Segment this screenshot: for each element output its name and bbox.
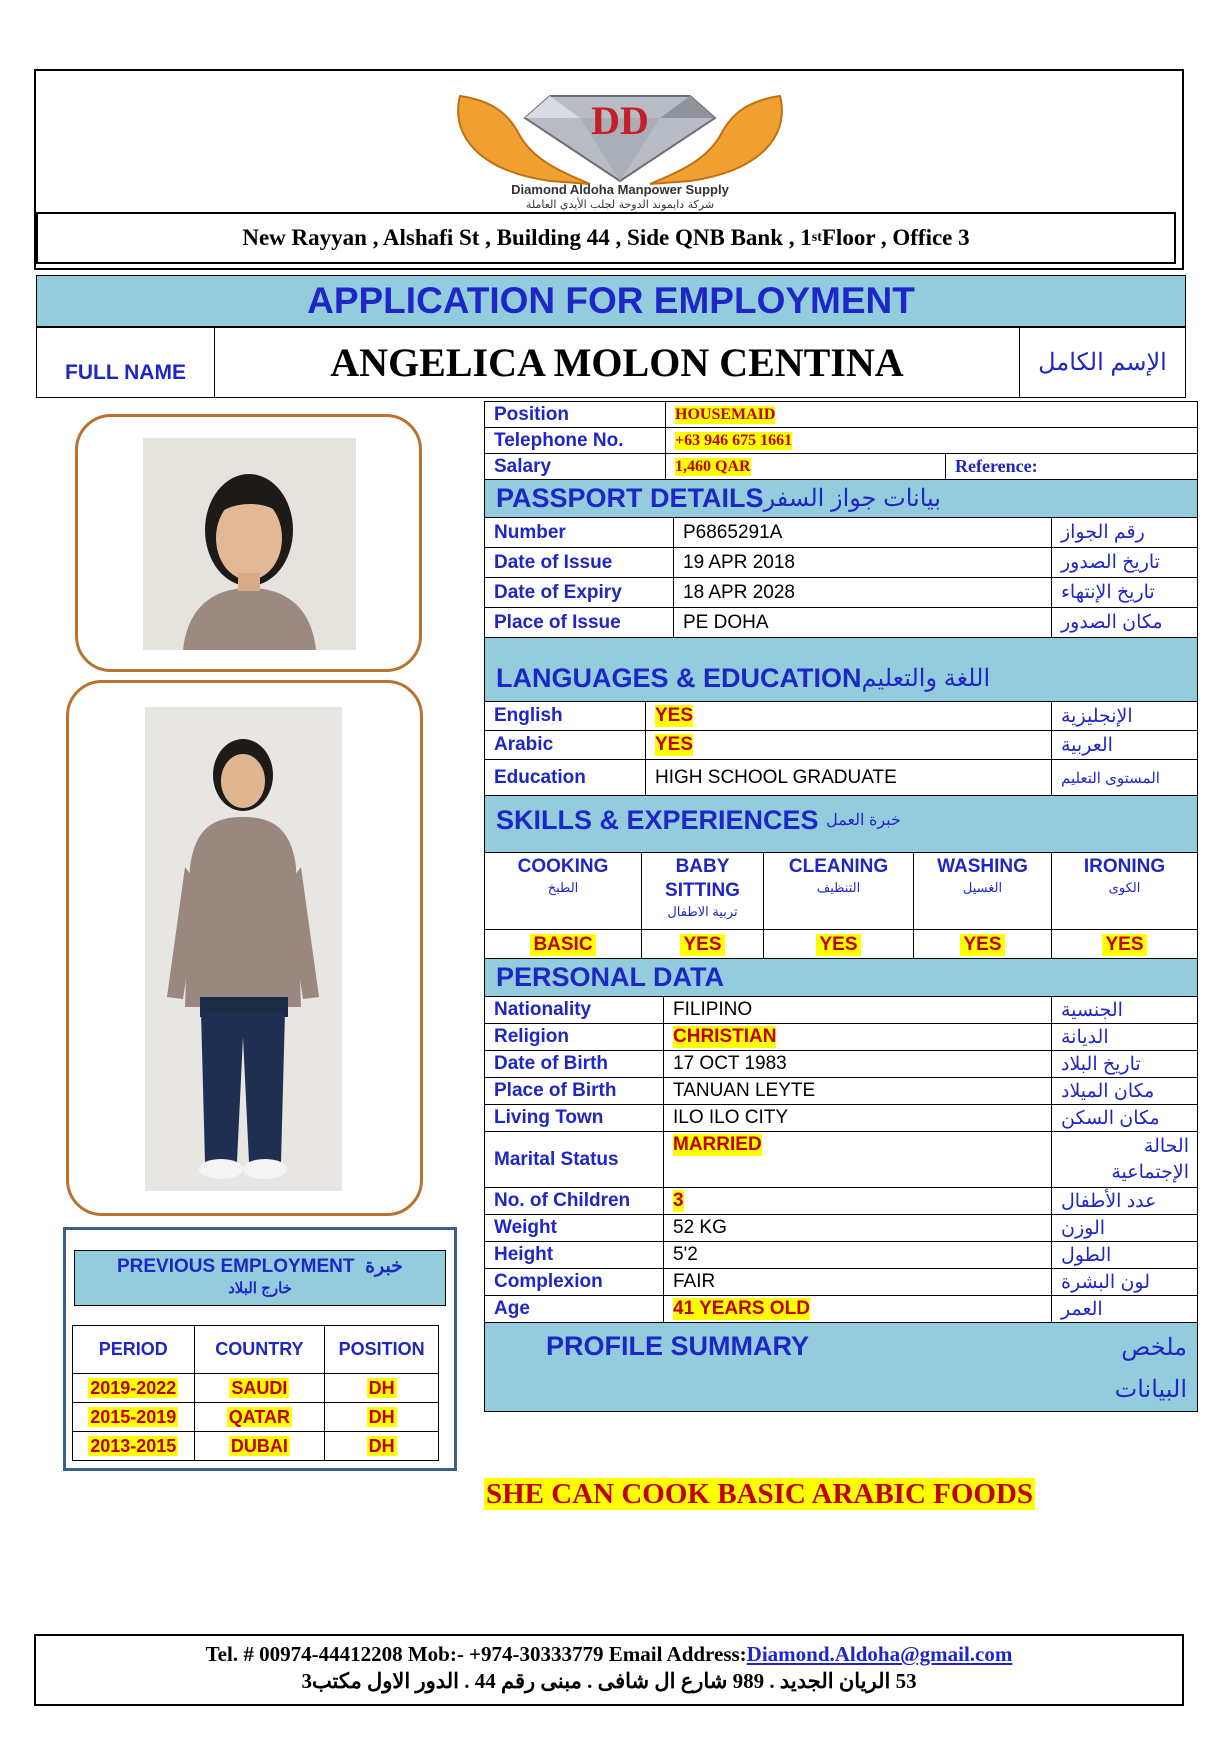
previous-employment-title-ar2: خارج البلاد: [228, 1280, 292, 1297]
company-logo: [440, 76, 800, 212]
table-row: [73, 1374, 439, 1403]
languages-title: LANGUAGES & EDUCATION: [496, 663, 862, 693]
languages-section-title: [485, 638, 1197, 702]
marital-status-label-ar: الحالة الإجتماعية: [1051, 1132, 1197, 1187]
personal-row: [485, 1078, 1197, 1105]
address-sup: st: [811, 230, 822, 245]
education-label-ar: المستوى التعليم: [1051, 760, 1197, 795]
arabic-label: Arabic: [494, 734, 554, 755]
profile-summary-header: [485, 1323, 1197, 1411]
skill-name-ar: الكوى: [1108, 880, 1141, 895]
skill-name: BABY SITTING: [665, 856, 740, 901]
age-label-ar: العمر: [1051, 1296, 1197, 1322]
previous-employment-table: [72, 1325, 439, 1461]
skills-grid: [485, 853, 1197, 959]
footer-email-link[interactable]: Diamond.Aldoha@gmail.com: [746, 1642, 1013, 1666]
children-value-cell: [663, 1188, 1051, 1214]
col-country: COUNTRY: [194, 1326, 325, 1374]
height-label-ar: الطول: [1051, 1242, 1197, 1268]
arabic-value: YES: [655, 734, 694, 755]
height-value: 5'2: [663, 1242, 1051, 1268]
position-cell: DH: [368, 1377, 395, 1398]
date-of-issue-value: 19 APR 2018: [673, 548, 1051, 577]
logo-company-name-ar: شركة دايموند الدوحة لجلب الأيدي العاملة: [525, 198, 715, 211]
telephone-row: [485, 428, 1197, 454]
passport-number-value: P6865291A: [673, 518, 1051, 547]
date-of-issue-label-ar: تاريخ الصدور: [1051, 548, 1197, 577]
skill-level: YES: [1102, 934, 1146, 956]
skill-level: BASIC: [530, 934, 595, 956]
date-of-birth-label-ar: تاريخ البلاد: [1051, 1051, 1197, 1077]
complexion-value: FAIR: [663, 1269, 1051, 1295]
skill-name: WASHING: [937, 856, 1028, 877]
place-of-issue-value: PE DOHA: [673, 608, 1051, 637]
skill-name: CLEANING: [788, 856, 889, 877]
skill-level: YES: [960, 934, 1004, 956]
passport-number-label: Number: [494, 521, 566, 543]
nationality-value: FILIPINO: [663, 997, 1051, 1023]
country-cell: SAUDI: [231, 1377, 288, 1398]
skill-cooking: [485, 853, 641, 959]
telephone-value: +63 946 675 1661: [675, 431, 793, 449]
full-name-label-ar: الإسم الكامل: [1019, 328, 1185, 397]
personal-section-title: PERSONAL DATA: [485, 959, 1197, 997]
place-of-birth-label: Place of Birth: [494, 1080, 617, 1101]
skill-ironing: [1051, 853, 1197, 959]
skill-name-ar: الغسيل: [962, 880, 1003, 895]
skill-name: COOKING: [517, 856, 609, 877]
place-of-birth-value: TANUAN LEYTE: [663, 1078, 1051, 1104]
skill-washing: [913, 853, 1051, 959]
country-cell: QATAR: [228, 1406, 291, 1427]
profile-summary-title-ar2: البيانات: [1114, 1376, 1187, 1403]
full-body-photo: [145, 707, 342, 1191]
english-label: English: [494, 705, 563, 726]
telephone-label: Telephone No.: [494, 429, 624, 451]
weight-value: 52 KG: [663, 1215, 1051, 1241]
english-value: YES: [655, 705, 694, 726]
period-cell: 2013-2015: [90, 1435, 177, 1456]
profile-summary-text: SHE CAN COOK BASIC ARABIC FOODS: [486, 1478, 1034, 1510]
personal-row: [485, 1132, 1197, 1188]
english-label-ar: الإنجليزية: [1051, 702, 1197, 730]
children-value: 3: [673, 1190, 684, 1211]
position-cell: DH: [368, 1435, 395, 1456]
salary-row: [485, 454, 1197, 480]
skill-name-ar: الطبخ: [547, 880, 579, 895]
age-label: Age: [494, 1298, 530, 1319]
religion-label-ar: الديانة: [1051, 1024, 1197, 1050]
address-text-post: Floor , Office 3: [821, 225, 970, 250]
place-of-issue-label: Place of Issue: [494, 611, 621, 633]
passport-title-ar: بيانات جواز السفر: [763, 485, 941, 512]
skill-cleaning: [763, 853, 913, 959]
previous-employment-title-en: PREVIOUS EMPLOYMENT: [116, 1256, 355, 1277]
skill-name-ar: تربية الاطفال: [667, 904, 738, 919]
profile-summary-text-wrap: [484, 1478, 1035, 1511]
col-position: POSITION: [325, 1326, 439, 1374]
position-cell: DH: [368, 1406, 395, 1427]
full-name-value: ANGELICA MOLON CENTINA: [330, 340, 904, 385]
english-value-cell: [645, 702, 1051, 730]
skill-baby-sitting: [641, 853, 763, 959]
personal-row: [485, 1188, 1197, 1215]
skill-name: IRONING: [1083, 856, 1166, 877]
education-value: HIGH SCHOOL GRADUATE: [645, 760, 1051, 795]
personal-row: [485, 1105, 1197, 1132]
col-period: PERIOD: [73, 1326, 195, 1374]
marital-status-value-cell: [663, 1132, 1051, 1187]
position-value: HOUSEMAID: [675, 405, 776, 423]
languages-title-ar: اللغة والتعليم: [861, 665, 991, 692]
date-of-expiry-label: Date of Expiry: [494, 581, 622, 603]
previous-employment-title: [74, 1250, 446, 1306]
religion-label: Religion: [494, 1026, 569, 1047]
passport-number-label-ar: رقم الجواز: [1051, 518, 1197, 547]
passport-section-title: [485, 480, 1197, 518]
personal-row: [485, 1215, 1197, 1242]
application-details: [484, 401, 1198, 1412]
position-value-cell: [665, 402, 1197, 427]
living-town-label: Living Town: [494, 1107, 604, 1128]
address-text: New Rayyan , Alshafi St , Building 44 , Side QNB Bank , 1: [242, 225, 812, 250]
passport-row: [485, 578, 1197, 608]
profile-summary-title-ar1: ملخص: [1121, 1334, 1187, 1361]
footer-address-ar: 53 الريان الجديد . 989 شارع ال شافى . مبنى رقم 44 . الدور الاول مكتب3: [301, 1669, 917, 1693]
personal-row: [485, 1024, 1197, 1051]
date-of-birth-value: 17 OCT 1983: [663, 1051, 1051, 1077]
previous-employment-title-ar1: خبرة: [365, 1256, 403, 1277]
table-row: [73, 1432, 439, 1461]
position-row: [485, 402, 1197, 428]
arabic-label-ar: العربية: [1051, 731, 1197, 759]
skill-name-ar: التنظيف: [816, 880, 861, 895]
country-cell: DUBAI: [230, 1435, 288, 1456]
nationality-label-ar: الجنسية: [1051, 997, 1197, 1023]
skill-level: YES: [816, 934, 860, 956]
reference-label: Reference:: [945, 454, 1197, 479]
children-label: No. of Children: [494, 1190, 631, 1211]
portrait-photo: [143, 438, 356, 650]
weight-label-ar: الوزن: [1051, 1215, 1197, 1241]
living-town-value: ILO ILO CITY: [663, 1105, 1051, 1131]
footer-contact: Tel. # 00974-44412208 Mob:- +974-30333779 Email Address:: [205, 1642, 747, 1666]
language-row: [485, 760, 1197, 796]
religion-value: CHRISTIAN: [673, 1026, 777, 1047]
education-label: Education: [494, 766, 586, 788]
address-bar: [36, 212, 1176, 264]
salary-label: Salary: [494, 455, 552, 477]
living-town-label-ar: مكان السكن: [1051, 1105, 1197, 1131]
full-name-label: FULL NAME: [37, 328, 215, 397]
profile-summary-title: PROFILE SUMMARY: [546, 1331, 809, 1361]
children-label-ar: عدد الأطفال: [1051, 1188, 1197, 1214]
passport-row: [485, 518, 1197, 548]
arabic-value-cell: [645, 731, 1051, 759]
logo-company-name: Diamond Aldoha Manpower Supply: [511, 182, 729, 197]
nationality-label: Nationality: [494, 999, 592, 1020]
svg-text:DD: DD: [591, 98, 649, 143]
period-cell: 2019-2022: [90, 1377, 177, 1398]
date-of-birth-label: Date of Birth: [494, 1053, 608, 1074]
language-row: [485, 702, 1197, 731]
complexion-label-ar: لون البشرة: [1051, 1269, 1197, 1295]
passport-title: PASSPORT DETAILS: [496, 483, 764, 513]
age-value: 41 YEARS OLD: [673, 1298, 810, 1319]
page-title: APPLICATION FOR EMPLOYMENT: [36, 275, 1186, 327]
telephone-value-cell: [665, 428, 1197, 453]
personal-row: [485, 1242, 1197, 1269]
complexion-label: Complexion: [494, 1271, 603, 1292]
language-row: [485, 731, 1197, 760]
table-row: [73, 1403, 439, 1432]
period-cell: 2015-2019: [90, 1406, 177, 1427]
marital-status-label: Marital Status: [494, 1148, 619, 1170]
personal-row: [485, 1051, 1197, 1078]
marital-status-value: MARRIED: [673, 1134, 762, 1155]
footer: [34, 1634, 1184, 1706]
personal-row: [485, 997, 1197, 1024]
height-label: Height: [494, 1244, 554, 1265]
religion-value-cell: [663, 1024, 1051, 1050]
weight-label: Weight: [494, 1217, 557, 1238]
skills-section-title: [485, 796, 1197, 853]
skill-level: YES: [680, 934, 724, 956]
personal-row: [485, 1269, 1197, 1296]
personal-row: [485, 1296, 1197, 1323]
position-label: Position: [494, 403, 569, 425]
date-of-expiry-value: 18 APR 2028: [673, 578, 1051, 607]
salary-value-cell: [665, 454, 945, 479]
place-of-birth-label-ar: مكان الميلاد: [1051, 1078, 1197, 1104]
place-of-issue-label-ar: مكان الصدور: [1051, 608, 1197, 637]
passport-row: [485, 608, 1197, 638]
date-of-issue-label: Date of Issue: [494, 551, 613, 573]
full-name-row: [36, 327, 1186, 398]
salary-value: 1,460 QAR: [675, 457, 751, 475]
age-value-cell: [663, 1296, 1051, 1322]
passport-row: [485, 548, 1197, 578]
skills-title-ar: خبرة العمل: [826, 812, 901, 829]
date-of-expiry-label-ar: تاريخ الإنتهاء: [1051, 578, 1197, 607]
skills-title: SKILLS & EXPERIENCES: [496, 804, 819, 835]
